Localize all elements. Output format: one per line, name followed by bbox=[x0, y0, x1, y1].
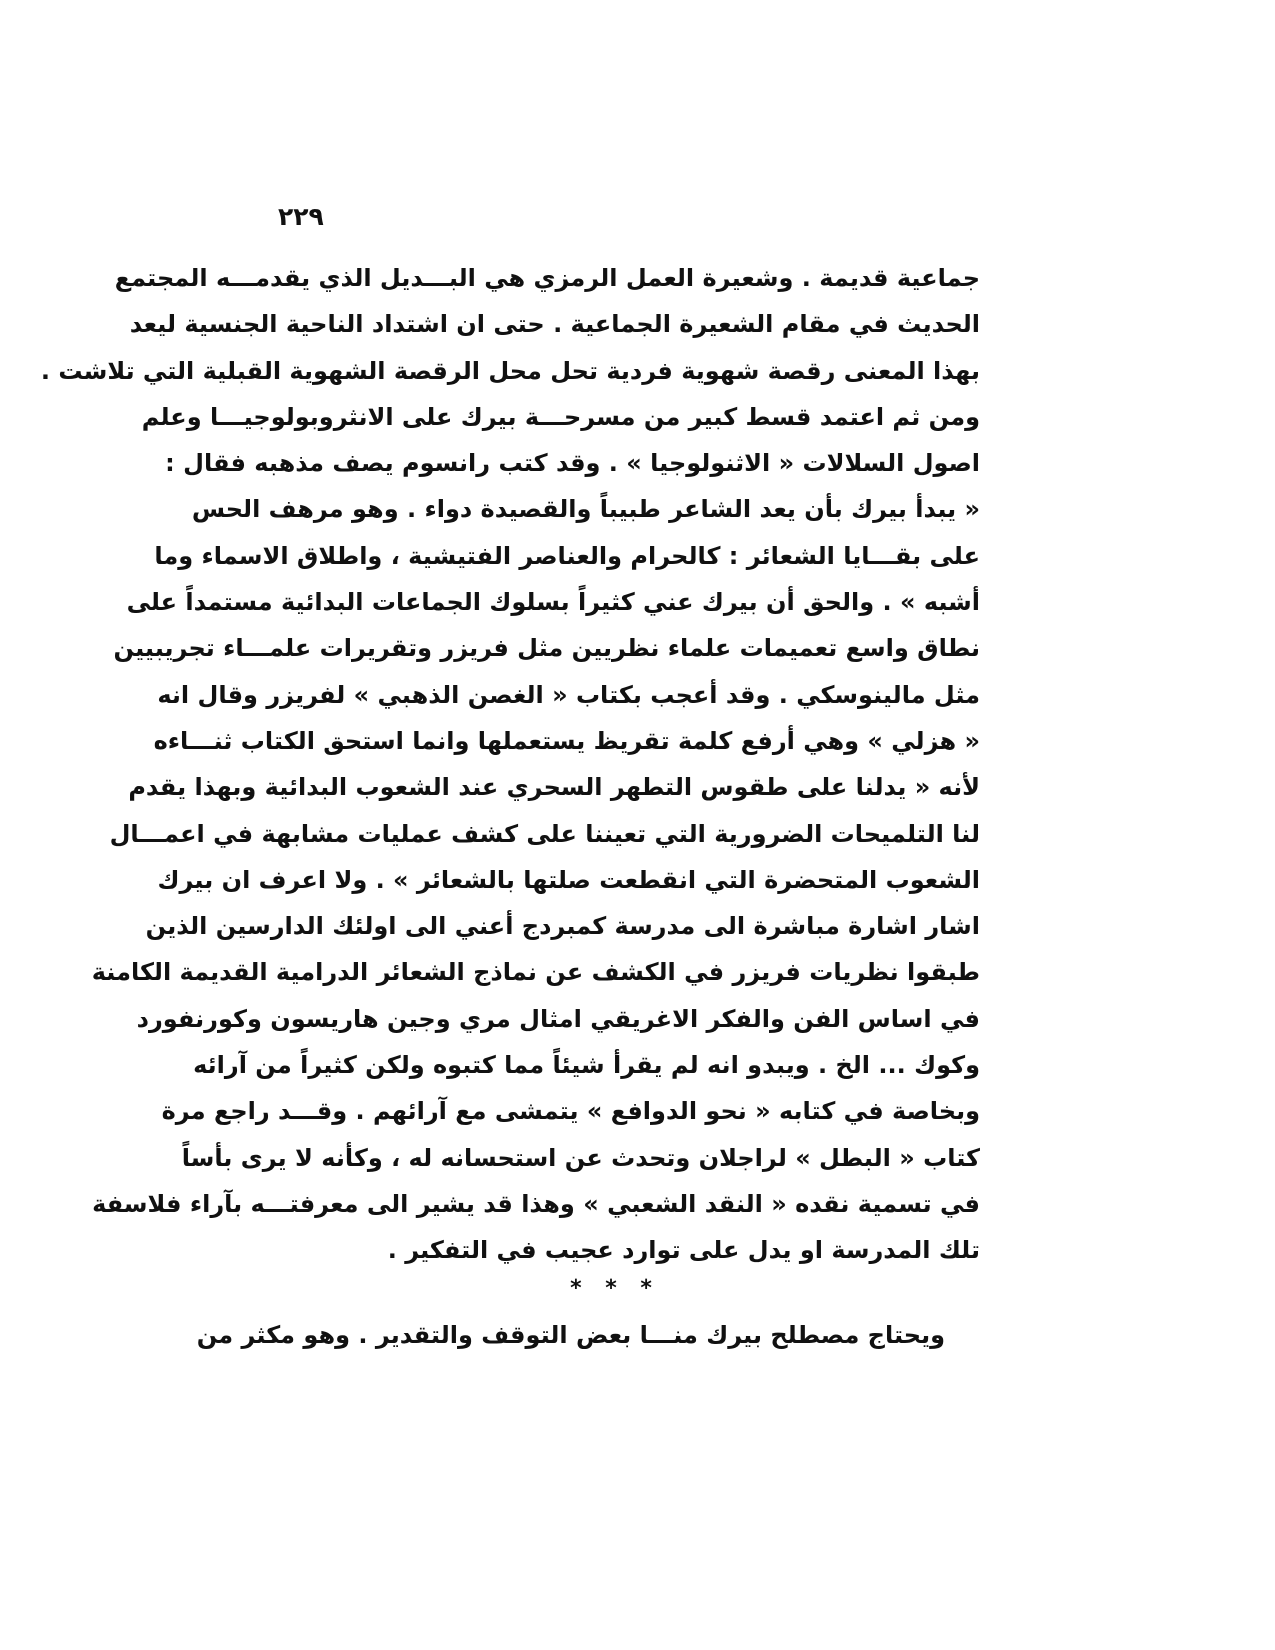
paragraph-line: اشار اشارة مباشرة الى مدرسة كمبردج أعني الى اولئك الدارسين الذين bbox=[145, 912, 980, 941]
paragraph-line: وبخاصة في كتابه « نحو الدوافع » يتمشى مع آرائهم . وقـــد راجع مرة bbox=[161, 1097, 980, 1126]
paragraph-line: على بقـــايا الشعائر : كالحرام والعناصر الفتيشية ، واطلاق الاسماء وما bbox=[154, 541, 980, 570]
paragraph-line: لأنه « يدلنا على طقوس التطهر السحري عند الشعوب البدائية وبهذا يقدم bbox=[128, 773, 980, 802]
section-separator: * * * bbox=[570, 1276, 660, 1301]
paragraph-line: في اساس الفن والفكر الاغريقي امثال مري وجين هاريسون وكورنفورد bbox=[136, 1004, 980, 1033]
second-paragraph bbox=[196, 1312, 945, 1358]
paragraph-line: مثل مالينوسكي . وقد أعجب بكتاب « الغصن الذهبي » لفريزر وقال انه bbox=[157, 680, 980, 709]
paragraph-line: نطاق واسع تعميمات علماء نظريين مثل فريزر وتقريرات علمـــاء تجريبيين bbox=[113, 634, 980, 663]
paragraph-line: جماعية قديمة . وشعيرة العمل الرمزي هي البـــديل الذي يقدمـــه المجتمع bbox=[114, 264, 980, 292]
main-paragraph bbox=[40, 255, 980, 1274]
paragraph-line: في تسمية نقده « النقد الشعبي » وهذا قد يشير الى معرفتـــه بآراء فلاسفة bbox=[92, 1189, 980, 1218]
page-number: ٢٢٩ bbox=[278, 202, 324, 231]
paragraph-line: ويحتاج مصطلح بيرك منـــا بعض التوقف والتقدير . وهو مكثر من bbox=[196, 1321, 945, 1349]
paragraph-line: الحديث في مقام الشعيرة الجماعية . حتى ان اشتداد الناحية الجنسية ليعد bbox=[129, 310, 980, 339]
paragraph-line: « هزلي » وهي أرفع كلمة تقريظ يستعملها وانما استحق الكتاب ثنـــاءه bbox=[153, 726, 980, 755]
paragraph-line: ومن ثم اعتمد قسط كبير من مسرحـــة بيرك على الانثروبولوجيـــا وعلم bbox=[141, 402, 980, 431]
paragraph-line: اصول السلالات « الاثنولوجيا » . وقد كتب رانسوم يصف مذهبه فقال : bbox=[165, 449, 980, 478]
paragraph-line: بهذا المعنى رقصة شهوية فردية تحل محل الرقصة الشهوية القبلية التي تلاشت . bbox=[40, 356, 980, 385]
paragraph-line: تلك المدرسة او يدل على توارد عجيب في التفكير . bbox=[387, 1236, 980, 1265]
paragraph-line: « يبدأ بيرك بأن يعد الشاعر طبيباً والقصيدة دواء . وهو مرهف الحس bbox=[191, 495, 980, 524]
paragraph-line: الشعوب المتحضرة التي انقطعت صلتها بالشعائر » . ولا اعرف ان بيرك bbox=[157, 865, 980, 894]
paragraph-line: كتاب « البطل » لراجلان وتحدث عن استحسانه له ، وكأنه لا يرى بأساً bbox=[181, 1143, 980, 1172]
paragraph-line: وكوك ... الخ . ويبدو انه لم يقرأ شيئاً مما كتبوه ولكن كثيراً من آرائه bbox=[193, 1051, 980, 1080]
paragraph-line: لنا التلميحات الضرورية التي تعيننا على كشف عمليات مشابهة في اعمـــال bbox=[109, 819, 980, 848]
paragraph-line: طبقوا نظريات فريزر في الكشف عن نماذج الشعائر الدرامية القديمة الكامنة bbox=[91, 958, 980, 987]
paragraph-line: أشبه » . والحق أن بيرك عني كثيراً بسلوك الجماعات البدائية مستمداً على bbox=[126, 588, 980, 617]
